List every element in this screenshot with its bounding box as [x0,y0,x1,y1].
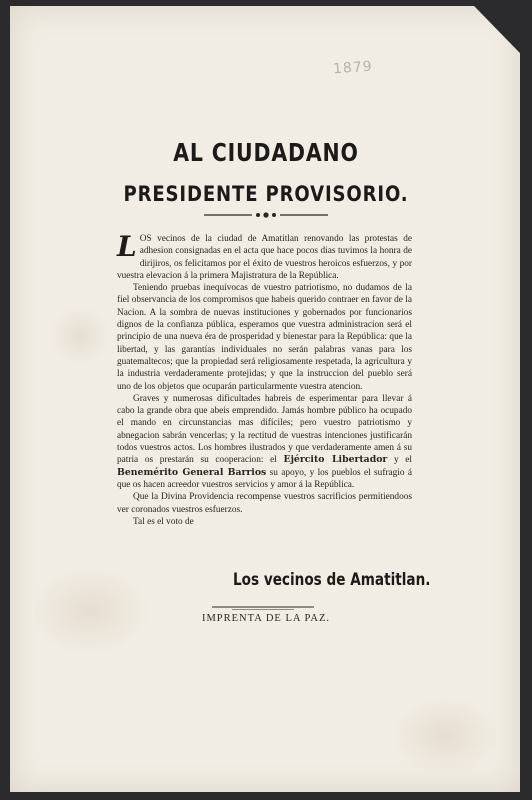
imprint: IMPRENTA DE LA PAZ. [201,613,331,624]
title-line-2: PRESIDENTE PROVISORIO. [123,182,409,206]
ornament-divider-icon [196,208,336,222]
benemerito-general-barrios: Benemérito General Barrios [117,466,267,478]
paragraph-4: Que la Divina Providencia recompense vuestros sacrificios permitiendoos ver coronados vuestros esfuerzos. [117,492,412,515]
letter-body [117,230,413,528]
drop-cap: L [117,230,137,263]
paragraph-2: Teniendo pruebas inequívocas de vuestro patriotismo, no dudamos de la fiel observancia de los compromisos que habeis querido contraer en favor de la Nacion. A la sombra de nuevas instituciones y gobernados por funcionarios dignos de la confianza pública, esperamos que vuestra administracion será el principio de una nueva éra de prosperidad y bienestar para la República: que la libertad, y las garantías individuales no serán palabras vanas para los guatemaltecos; que la propiedad será religiosamente respetada, la agricultura y la industria verdaderamente protejidas; y que la instruccion del pueblo será uno de los objetos que ocuparán particularmente vuestra atencion. [117,283,412,392]
paragraph-3-text-c: su apoyo, y los pueblos el sufragio á que os hacen acreedor vuestros servicios y amor á la República. [117,467,412,490]
paragraph-3-text-a: Graves y numerosas dificultades habreis de esperimentar para llevar á cabo la grande obra que abeis emprendido. Jamás hombre público ha ocupado el mando en circunstancias mas difíciles; pero vuestro patriotismo y abnegacion sabrán vencerlas; y la rectitud de vuestras intenciones justificarán todos vuestros actos. Los hombres ilustrados y que verdaderamente amen á su patria os prestarán su cooperacion: el [117,393,412,466]
paragraph-3-text-b: y el [393,455,413,466]
paper-stain [50,306,110,366]
pencil-note: 1879 [332,58,374,78]
paper-stain [390,696,500,776]
paragraph-1 [117,230,412,282]
imprint-rule-icon [212,603,314,611]
paragraph-5: Tal es el voto de [133,516,194,527]
ejercito-libertador: Ejército Libertador [283,454,388,466]
paragraph-3 [117,393,412,491]
paper-stain [30,566,150,656]
signature: Los vecinos de Amatitlan. [233,570,431,590]
title-line-1: AL CIUDADANO [173,138,359,167]
paragraph-1-text: OS vecinos de la ciudad de Amatitlan renovando las protestas de adhesion consignadas en el acta que hace pocos dias tuvimos la honra de dirijiros, os felicitamos por el éxito de vuestros heroicos esfuerzos, y por vuestra elevacion á la primera Majistratura de la República. [117,234,412,281]
